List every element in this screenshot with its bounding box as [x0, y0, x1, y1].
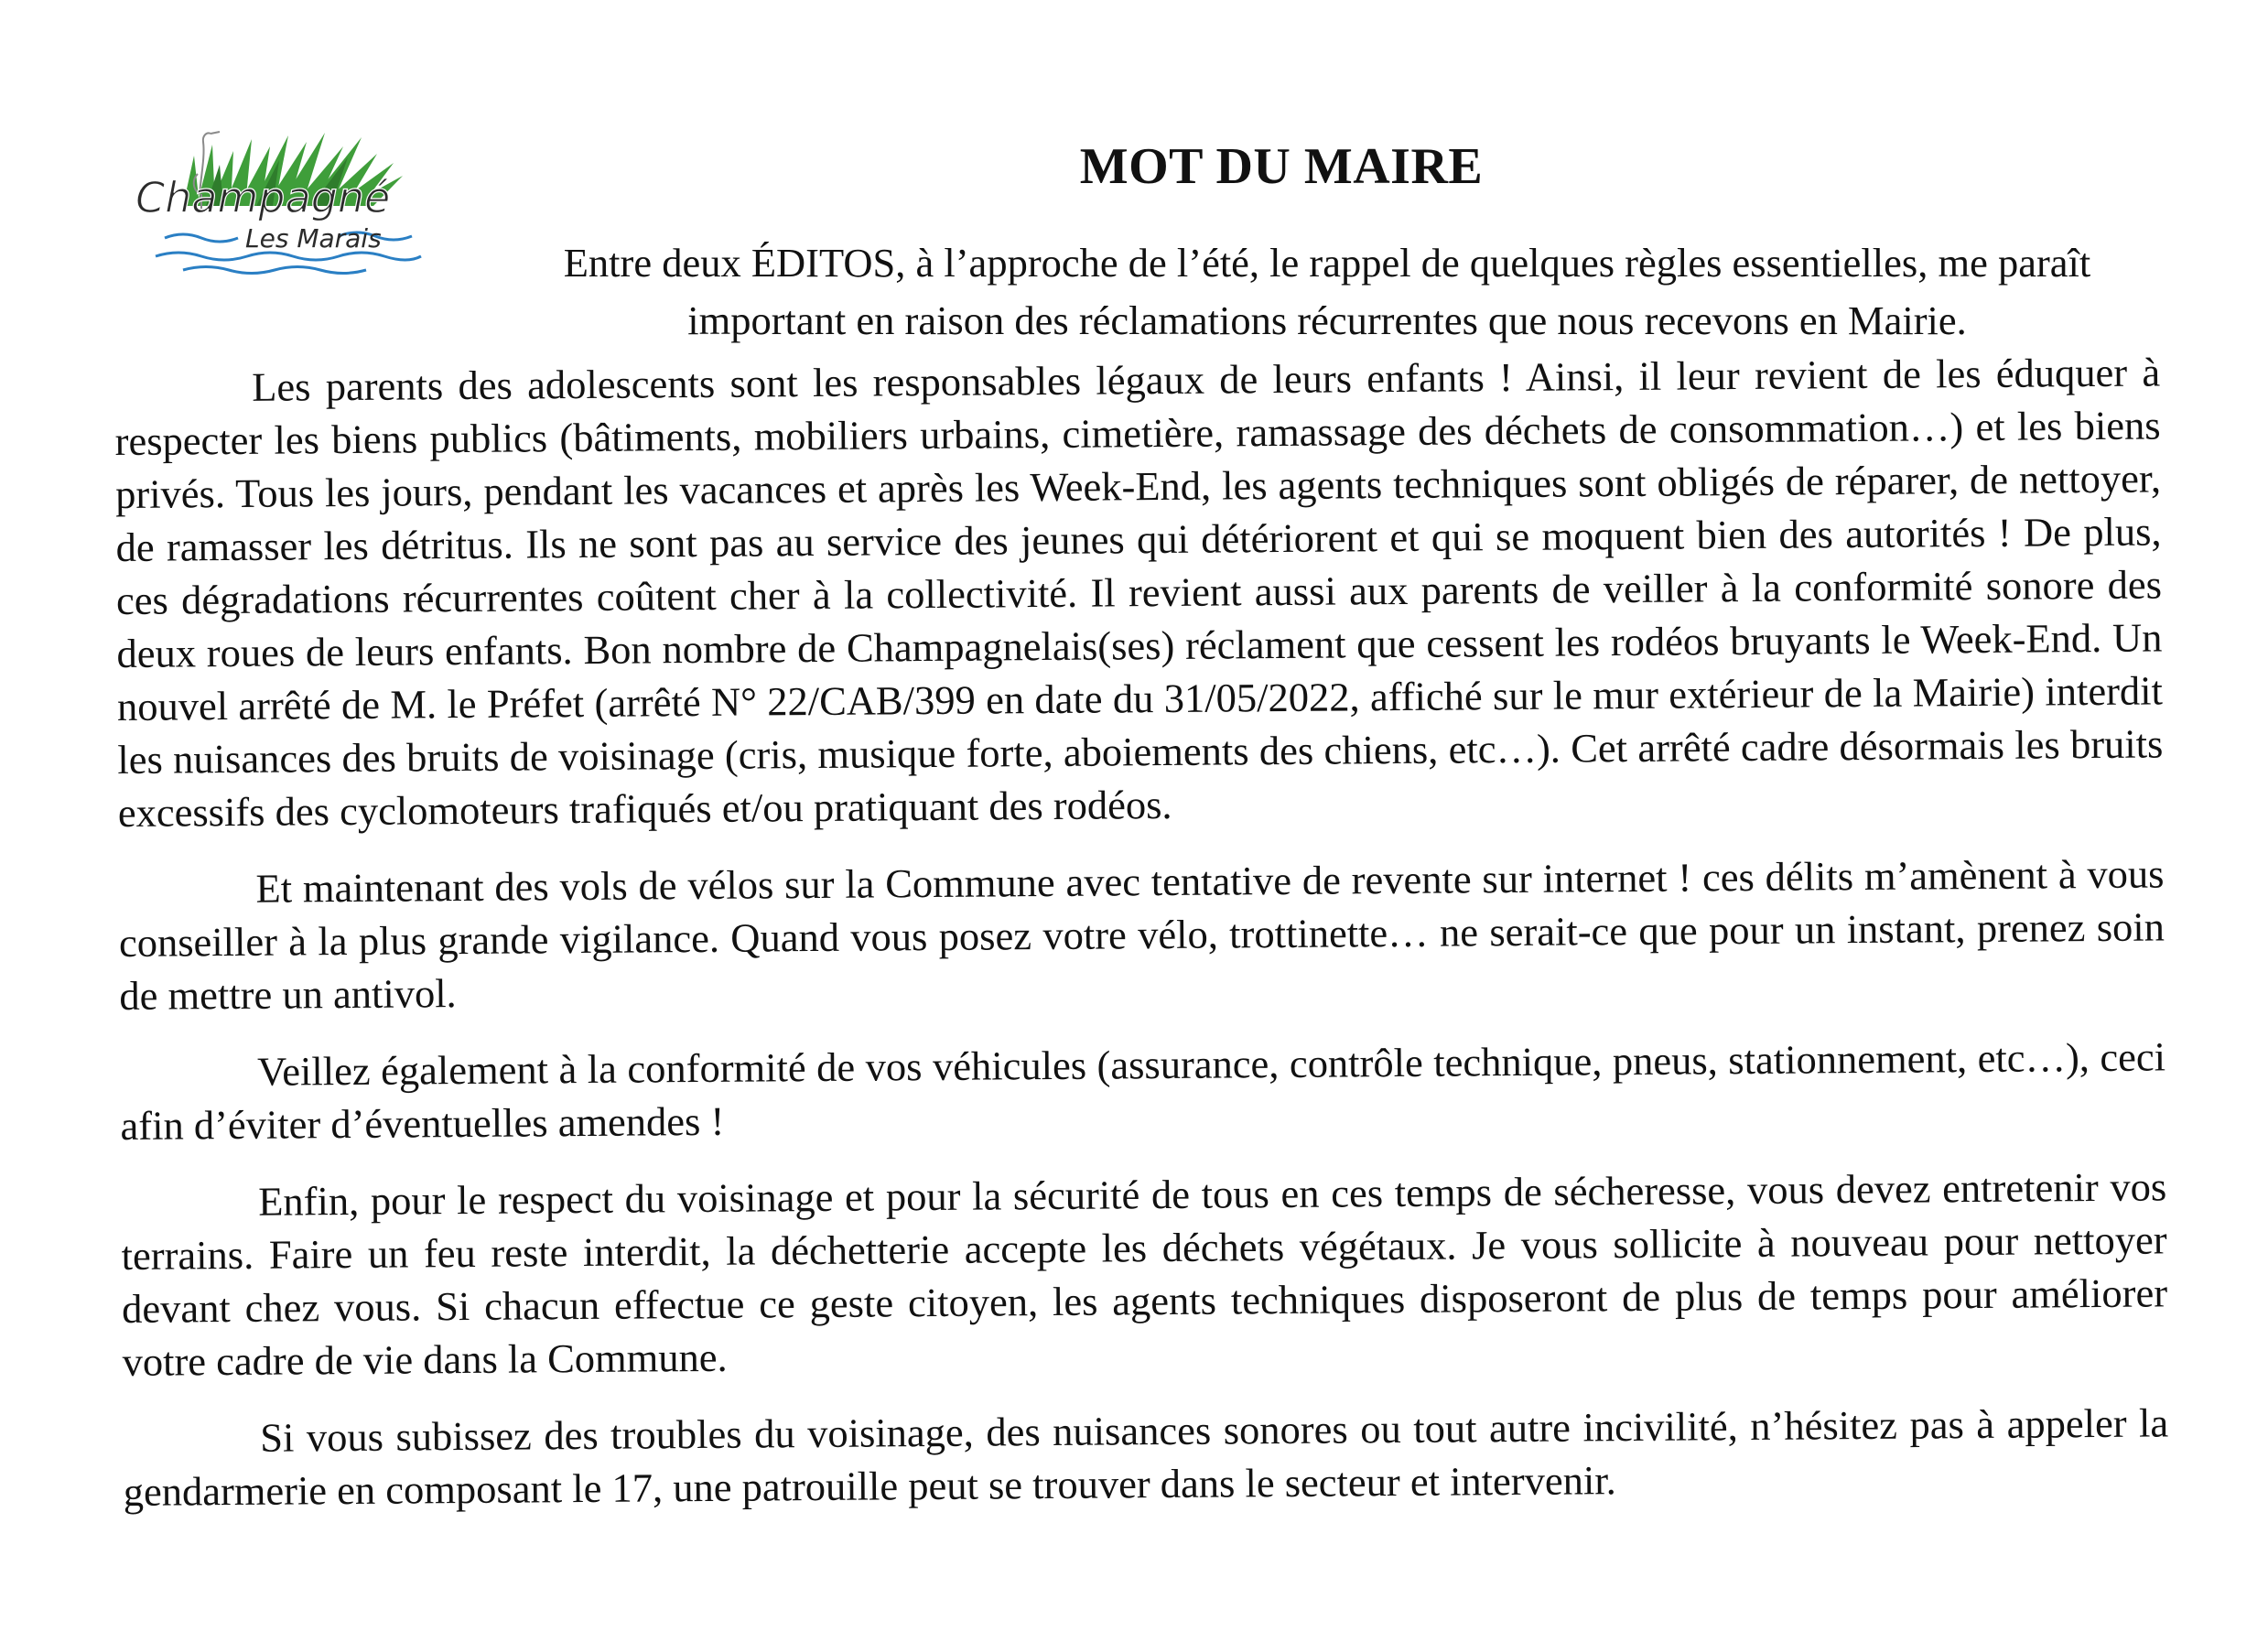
article-body: [114, 345, 2169, 1539]
paragraph-parents: Les parents des adolescents sont les responsables légaux de leurs enfants ! Ainsi, il leur revient de les éduquer à respecter les biens publics (bâtiments, mobiliers urbains, cimetière, ramassage des déchets de consommation…) et les biens privés. Tous les jours, pendant les vacances et après les Week-End, les agents techniques sont obligés de réparer, de nettoyer, de ramasser les détritus. Ils ne sont pas au service des jeunes qui détériorent et qui se moquent bien des autorités ! De plus, ces dégradations récurrentes coûtent cher à la collectivité. Il revient aussi aux parents de veiller à la conformité sonore des deux roues de leurs enfants. Bon nombre de Champagnelais(ses) réclament que cessent les rodéos bruyants le Week-End. Un nouvel arrêté de M. le Préfet (arrêté N° 22/CAB/399 en date du 31/05/2022, affiché sur le mur extérieur de la Mairie) interdit les nuisances des bruits de voisinage (cris, musique forte, aboiements des chiens, etc…). Cet arrêté cadre désormais les bruits excessifs des cyclomoteurs trafiqués et/ou pratiquant des rodéos.: [114, 349, 2164, 836]
champagne-les-marais-logo: [128, 119, 439, 279]
logo-name: Champagné: [135, 173, 391, 222]
logo-graphic: [128, 119, 439, 279]
paragraph-vehicles: Veillez également à la conformité de vos véhicules (assurance, contrôle technique, pneus, stationnement, etc…), ceci afin d’éviter d’éventuelles amendes !: [120, 1033, 2166, 1149]
page-title: MOT DU MAIRE: [1079, 138, 1484, 195]
paragraph-bike-theft: Et maintenant des vols de vélos sur la Commune avec tentative de revente sur internet ! ces délits m’amènent à vous conseiller à la plus grande vigilance. Quand vous posez votre vélo, trottinette… ne serait-ce que pour un instant, prenez soin de mettre un antivol.: [118, 850, 2165, 1019]
intro-paragraph: Entre deux ÉDITOS, à l’approche de l’été, le rappel de quelques règles essentielles, me paraît important en raison des réclamations récurrentes que nous recevons en Mairie.: [563, 240, 2091, 343]
paragraph-land-maintenance: Enfin, pour le respect du voisinage et pour la sécurité de tous en ces temps de sécheresse, vous devez entretenir vos terrains. Faire un feu reste interdit, la déchetterie accepte les déchets végétaux. Je vous sollicite à nouveau pour nettoyer devant chez vous. Si chacun effectue ce geste citoyen, les agents techniques disposeront de plus de temps pour améliorer votre cadre de vie dans la Commune.: [121, 1163, 2168, 1385]
logo-subtitle: Les Marais: [245, 223, 382, 254]
paragraph-gendarmerie: Si vous subissez des troubles du voisinage, des nuisances sonores ou tout autre incivilité, n’hésitez pas à appeler la gendarmerie en composant le 17, une patrouille peut se trouver dans le secteur et intervenir.: [123, 1399, 2169, 1515]
